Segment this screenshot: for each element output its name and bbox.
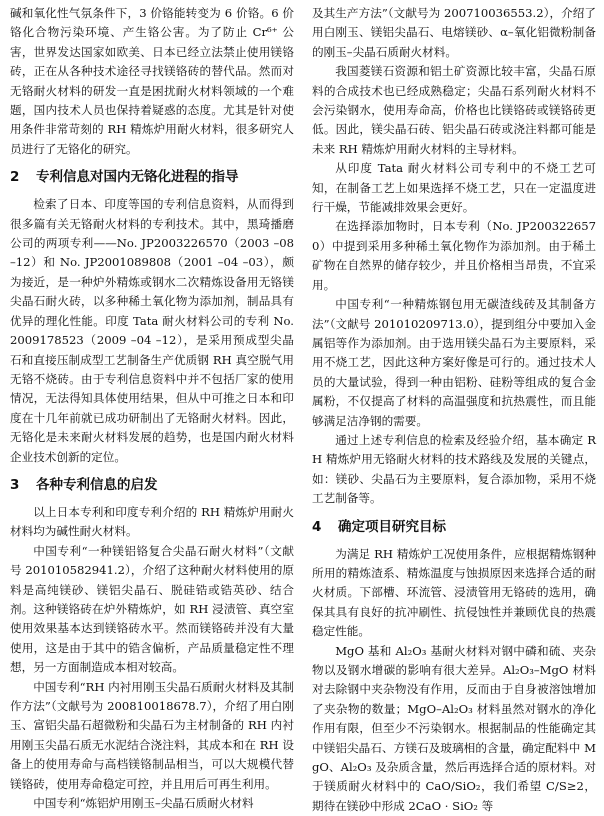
right-column [312, 4, 596, 816]
right-paragraph-8: MgO 基和 Al₂O₃ 基耐火材料对钢中磷和硫、夹杂物以及钢水增碳的影响有很大差异。Al₂O₃–MgO 材料对去除钢中夹杂物没有作用，反而由于自身被溶蚀增加了夹杂物的数量；MgO–Al₂O₃ 材料虽然对钢水的净化作用有限，但至少不污染钢水。根据制品的性能确定其中镁铝尖晶石、方镁石及玻璃相的含量，确定配料中 MgO、Al₂O₃ 及杂质含量，然后再选择合适的原材料。对于镁质耐火材料中的 CaO/SiO₂，我们希望 C/S≥2，期待在镁砂中形成 2CaO · SiO₂ 等 [312, 643, 596, 813]
left-paragraph-2: 检索了日本、印度等国的专利信息资料，从而得到很多篇有关无铬耐火材料的专利技术。其中，黑琦播磨公司的两项专利——No. JP2003226570（2003 –08 –12）和 No. JP2001089808（2001 –04 –03），颇为接近，是一种炉外精炼或钢水二次精炼设备用无铬镁尖晶石耐火砖，以多种稀土氧化物为添加剂，制品具有优异的理化性能。印度 Tata 耐火材料公司的专利 No. 2009178523（2009 –04 –12），是采用预成型尖晶石和直接压制成型工艺制备生产优质钢 RH 真空脱气用无铬不烧砖。由于专利信息资料中并不包括厂家的使用情况，无法得知具体使用结果，但从中可推之日本和印度在十几年前就已成功研制出了无铬耐火材料。因此，无铬化是未来耐火材料发展的趋势，也是国内耐火材料企业技术创新的定位。 [10, 197, 294, 464]
left-paragraph-4: 中国专利“一种镁铝铬复合尖晶石耐火材料”（文献号 201010582941.2），介绍了这种耐火材料使用的原料是高纯镁砂、镁铝尖晶石、脱硅锆或锆英砂、结合剂。这种镁铬砖在炉外精炼炉，如 RH 浸渍管、真空室使用效果基本达到镁铬砖水平。然而镁铬砖并没有大量使用，这是由于其中的锆含偏析，产品质量稳定性不理想，另一方面制造成本相对较高。 [10, 543, 294, 675]
right-paragraph-6: 通过上述专利信息的检索及经验介绍，基本确定 RH 精炼炉用无铬耐火材料的技术路线及发展的关键点，如：镁砂、尖晶石为主要原料，复合添加物，采用不烧工艺制备等。 [312, 432, 596, 506]
section-2-number: 2 [10, 169, 20, 186]
left-paragraph-5: 中国专利“RH 内衬用刚玉尖晶石质耐火材料及其制作方法”（文献号为 200810018678.7），介绍了用白刚玉、富铝尖晶石超微粉和尖晶石为主材制备的 RH 内衬用刚玉尖晶石质无水泥结合浇注料，其成本和在 RH 设备上的使用寿命与高档镁铬制品相当，可以大规模代替镁铬砖，使用寿命稳定可控，并且用后可再生利用。 [10, 679, 294, 791]
section-2-title: 专利信息对国内无铬化进程的指导 [36, 169, 239, 186]
section-2-heading [10, 167, 294, 187]
right-paragraph-4: 在选择添加物时，日本专利（No. JP2003226570）中提到采用多种稀土氧化物作为添加剂。由于稀土矿物在自然界的储存较少，并且价格相当昂贵，不宜采用。 [312, 219, 596, 292]
left-paragraph-3: 以上日本专利和印度专利介绍的 RH 精炼炉用耐火材料均为碱性耐火材料。 [10, 504, 294, 539]
section-3-number: 3 [10, 476, 20, 493]
left-paragraph-6: 中国专利“炼铝炉用刚玉–尖晶石质耐火材料 [33, 796, 254, 811]
section-4-number: 4 [312, 518, 322, 535]
right-paragraph-5: 中国专利“一种精炼钢包用无碳渣线砖及其制备方法”（文献号 201010209713.0），提到组分中要加入金属铝等作为添加剂。由于选用镁尖晶石为主要原料，采用不烧工艺，因此这种方案好像是可行的。通过技术人员的大量试验，得到一种由铝粉、硅粉等组成的复合金属粉，不仅提高了材料的高温强度和抗热震性，而且能够满足洁净钢的需要。 [312, 297, 596, 428]
right-paragraph-2: 我国菱镁石资源和铝土矿资源比较丰富，尖晶石原料的合成技术也已经成熟稳定；尖晶石系列耐火材料不会污染钢水，使用寿命高，价格也比镁铬砖或镁铬砖更低。因此，镁尖晶石砖、铝尖晶石砖或浇注料都可能是未来 RH 精炼炉用耐火材料的主导材料。 [312, 64, 596, 156]
section-4-title: 确定项目研究目标 [338, 518, 446, 535]
left-paragraph-1: 碱和氧化性气氛条件下，3 价铬能转变为 6 价铬。6 价铬化合物污染环境、产生铬公害。为了防止 Cr⁶⁺ 公害，世界发达国家如欧美、日本已经立法禁止使用镁铬砖，正在从各种技术途径寻找镁铬砖的替代品。然而对无铬耐火材料的研发一直是困扰耐火材料领域的一个难题，国内技术人员也保持着疑惑的态度。尤其是针对使用条件非常苛刻的 RH 精炼炉用耐火材料，很多研究人员进行了无铬化的研究。 [10, 6, 294, 156]
section-3-heading [10, 475, 294, 495]
right-paragraph-1: 及其生产方法”（文献号为 200710036553.2），介绍了用白刚玉、镁铝尖晶石、电熔镁砂、α–氧化铝微粉制备的刚玉–尖晶石质耐火材料。 [312, 6, 596, 59]
section-3-title: 各种专利信息的启发 [36, 476, 158, 493]
right-paragraph-7: 为满足 RH 精炼炉工况使用条件，应根据精炼钢种所用的精炼渣系、精炼温度与蚀损原因来选择合适的耐火材质。下部槽、环流管、浸渍管用无铬砖的选用，确保其具有良好的抗冲刷性、抗侵蚀性并兼顾优良的热震稳定性能。 [312, 546, 596, 639]
left-column [10, 4, 294, 813]
section-4-heading [312, 517, 596, 537]
right-paragraph-3: 从印度 Tata 耐火材料公司专利中的不烧工艺可知，在制备工艺上如果选择不烧工艺，只在一定温度进行干燥，节能减排效果会更好。 [312, 161, 596, 215]
